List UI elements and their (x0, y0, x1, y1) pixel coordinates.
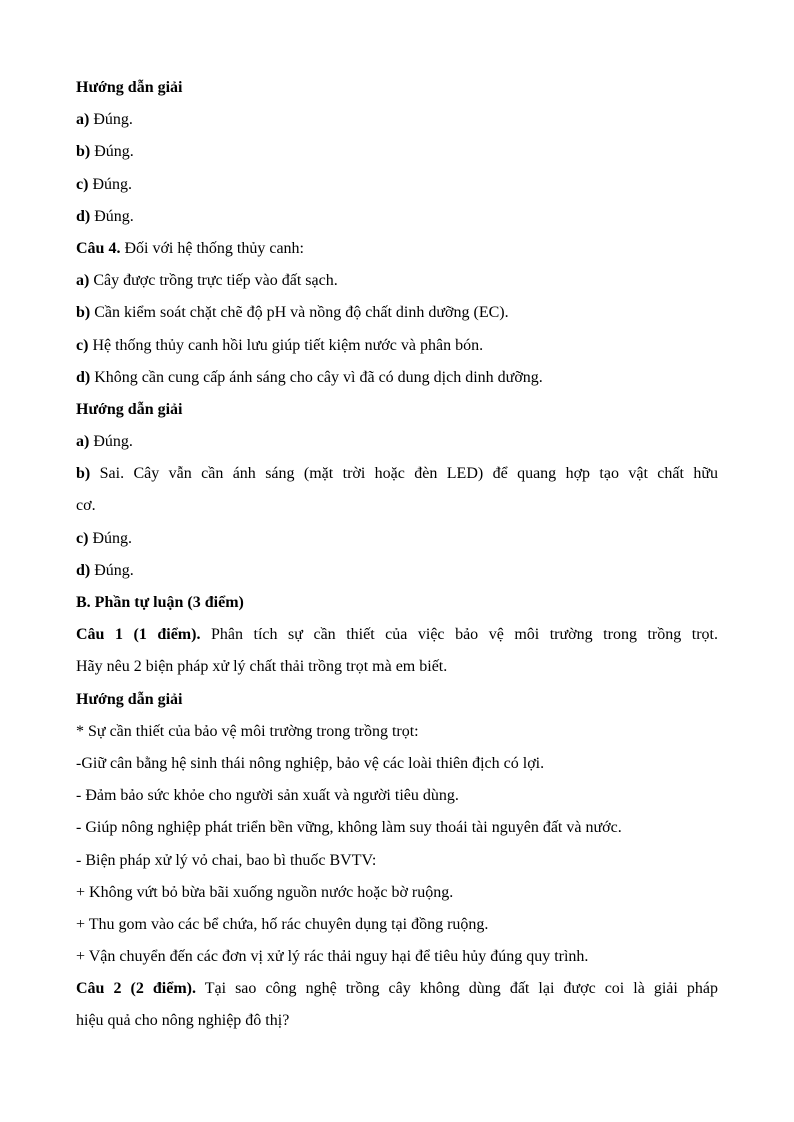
guide-line: * Sự cần thiết của bảo vệ môi trường trong trồng trọt: (76, 722, 419, 740)
essay-question-1: Câu 1 (1 điểm). Phân tích sự cần thiết của việc bảo vệ môi trường trong trồng trọt. (76, 626, 718, 644)
guide-line: - Đảm bảo sức khỏe cho người sản xuất và người tiêu dùng. (76, 787, 459, 805)
answer-d: d) Đúng. (76, 561, 134, 579)
answer-d: d) Đúng. (76, 207, 134, 225)
guide-line: -Giữ cân bằng hệ sinh thái nông nghiệp, bảo vệ các loài thiên địch có lợi. (76, 754, 545, 772)
essay-question-2: Câu 2 (2 điểm). Tại sao công nghệ trồng cây không dùng đất lại được coi là giải pháp (76, 980, 718, 998)
guide-line: + Thu gom vào các bể chứa, hố rác chuyên dụng tại đồng ruộng. (76, 915, 489, 933)
question-4-option-d: d) Không cần cung cấp ánh sáng cho cây vì đã có dung dịch dinh dưỡng. (76, 368, 543, 386)
answer-c: c) Đúng. (76, 175, 132, 193)
answer-b-continuation: cơ. (76, 497, 96, 515)
essay-question-1-continuation: Hãy nêu 2 biện pháp xử lý chất thải trồng trọt mà em biết. (76, 658, 448, 676)
section-heading: B. Phần tự luận (3 điểm) (76, 594, 244, 611)
document-content (76, 72, 718, 1038)
answer-a: a) Đúng. (76, 111, 133, 129)
question-4-option-c: c) Hệ thống thủy canh hồi lưu giúp tiết kiệm nước và phân bón. (76, 336, 484, 354)
guide-heading: Hướng dẫn giải (76, 690, 183, 708)
guide-heading: Hướng dẫn giải (76, 79, 183, 96)
guide-line: + Vận chuyển đến các đơn vị xử lý rác thải nguy hại để tiêu hủy đúng quy trình. (76, 948, 589, 966)
guide-heading: Hướng dẫn giải (76, 400, 183, 418)
guide-line: - Giúp nông nghiệp phát triển bền vững, không làm suy thoái tài nguyên đất và nước. (76, 819, 622, 837)
answer-b: b) Sai. Cây vẫn cần ánh sáng (mặt trời hoặc đèn LED) để quang hợp tạo vật chất hữu (76, 465, 718, 483)
question-4-stem: Câu 4. Đối với hệ thống thủy canh: (76, 239, 304, 257)
question-4-option-a: a) Cây được trồng trực tiếp vào đất sạch. (76, 272, 338, 290)
guide-line: + Không vứt bỏ bừa bãi xuống nguồn nước hoặc bờ ruộng. (76, 883, 454, 901)
answer-b: b) Đúng. (76, 143, 134, 161)
guide-line: - Biện pháp xử lý vỏ chai, bao bì thuốc BVTV: (76, 851, 377, 869)
answer-c: c) Đúng. (76, 529, 132, 547)
essay-question-2-continuation: hiệu quả cho nông nghiệp đô thị? (76, 1012, 290, 1030)
answer-a: a) Đúng. (76, 433, 133, 451)
question-4-option-b: b) Cần kiểm soát chặt chẽ độ pH và nồng độ chất dinh dưỡng (EC). (76, 304, 509, 322)
